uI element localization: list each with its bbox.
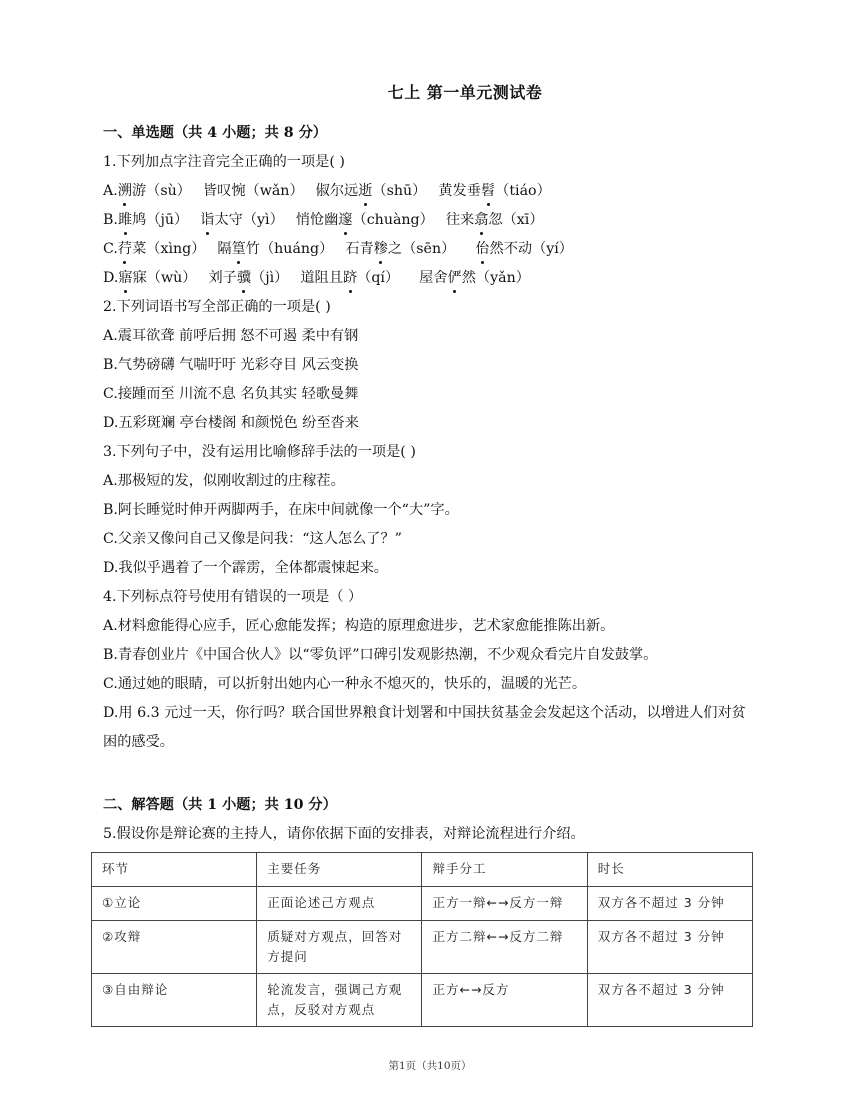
table-cell: 正方一辩←→反方一辩 xyxy=(422,887,587,921)
emphasis-char: 俨 xyxy=(447,270,462,286)
question-3-option-c: C.父亲又像问自己又像是问我：“这人怎么了？” xyxy=(103,531,402,547)
table-row xyxy=(92,974,753,1027)
table-cell: ②攻辩 xyxy=(92,921,257,974)
table-cell: ①立论 xyxy=(92,887,257,921)
emphasis-char: 雎 xyxy=(117,212,133,228)
question-4-stem: 4.下列标点符号使用有错误的一项是（ ） xyxy=(103,589,363,605)
table-header-row xyxy=(92,853,753,887)
table-header-cell: 主要任务 xyxy=(257,853,422,887)
debate-schedule-table xyxy=(91,852,753,1027)
emphasis-char: 荇 xyxy=(117,241,133,257)
emphasis-char: 逝 xyxy=(358,183,373,199)
emphasis-char: 翕 xyxy=(474,212,489,228)
emphasis-char: 邃 xyxy=(338,212,353,228)
table-row xyxy=(92,921,753,974)
question-5-stem: 5.假设你是辩论赛的主持人，请你依据下面的安排表，对辩论流程进行介绍。 xyxy=(103,826,585,842)
question-4-option-a: A.材料愈能得心应手，匠心愈能发挥；构造的原理愈进步，艺术家愈能推陈出新。 xyxy=(103,618,615,634)
table-row xyxy=(92,887,753,921)
page-footer: 第1页（共10页） xyxy=(388,1060,472,1072)
emphasis-char: 糁 xyxy=(373,241,388,257)
section-2-heading: 二、解答题（共 1 小题；共 10 分） xyxy=(103,797,337,813)
emphasis-char: 跻 xyxy=(342,270,358,286)
table-cell: 双方各不超过 3 分钟 xyxy=(587,887,752,921)
question-1-option-a: A.溯游（sù） 皆叹惋（wǎn） 俶尔远逝（shū） 黄发垂髫（tiáo） xyxy=(103,183,551,199)
emphasis-char: 篁 xyxy=(231,241,246,257)
table-header-cell: 时长 xyxy=(587,853,752,887)
question-2-option-c: C.接踵而至 川流不息 名负其实 轻歌曼舞 xyxy=(103,386,359,402)
question-2-option-b: B.气势磅礴 气喘吁吁 光彩夺目 风云变换 xyxy=(103,357,359,373)
question-1-option-d: D.寤寐（wù） 刘子骥（jì） 道阻且跻（qí） 屋舍俨然（yǎn） xyxy=(103,270,530,286)
table-cell: 正面论述己方观点 xyxy=(257,887,422,921)
question-1-stem: 1.下列加点字注音完全正确的一项是( ) xyxy=(103,154,345,170)
table-header-cell: 辩手分工 xyxy=(422,853,587,887)
question-2-stem: 2.下列词语书写全部正确的一项是( ) xyxy=(103,299,331,315)
emphasis-char: 寤 xyxy=(118,270,133,286)
question-3-option-b: B.阿长睡觉时伸开两脚两手，在床中间就像一个“大”字。 xyxy=(103,502,459,518)
table-cell: 正方二辩←→反方二辩 xyxy=(422,921,587,974)
table-cell: ③自由辩论 xyxy=(92,974,257,1027)
question-4-option-b: B.青春创业片《中国合伙人》以“零负评”口碑引发观影热潮，不少观众看完片自发鼓掌。 xyxy=(103,647,658,663)
table-cell: 轮流发言，强调己方观点，反驳对方观点 xyxy=(257,974,422,1027)
emphasis-char: 骥 xyxy=(236,270,252,286)
section-1-heading: 一、单选题（共 4 小题；共 8 分） xyxy=(103,125,327,141)
question-4-option-d: D.用 6.3 元过一天，你行吗？联合国世界粮食计划署和中国扶贫基金会发起这个活动，以增进人们对贫困的感受。 xyxy=(103,705,746,750)
table-cell: 双方各不超过 3 分钟 xyxy=(587,921,752,974)
table-header-cell: 环节 xyxy=(92,853,257,887)
question-1-option-b: B.雎鸠（jū） 诣太守（yì） 悄怆幽邃（chuàng） 往来翕忽（xī） xyxy=(103,212,544,228)
question-4-option-c: C.通过她的眼睛，可以折射出她内心一种永不熄灭的，快乐的，温暖的光芒。 xyxy=(103,676,587,692)
question-3-option-a: A.那极短的发，似刚收割过的庄稼茬。 xyxy=(103,473,345,489)
page-title: 七上 第一单元测试卷 xyxy=(387,83,543,102)
question-3-stem: 3.下列句子中，没有运用比喻修辞手法的一项是( ) xyxy=(103,444,416,460)
table-cell: 双方各不超过 3 分钟 xyxy=(587,974,752,1027)
table-cell: 正方←→反方 xyxy=(422,974,587,1027)
emphasis-char: 溯 xyxy=(117,183,132,199)
question-1-option-c: C.荇菜（xìng） 隔篁竹（huáng） 石青糁之（sēn） 佁然不动（yí） xyxy=(103,241,573,257)
emphasis-char: 佁 xyxy=(475,241,490,257)
emphasis-char: 髫 xyxy=(480,183,496,199)
question-2-option-a: A.震耳欲聋 前呼后拥 怒不可遏 柔中有钢 xyxy=(103,328,359,344)
question-2-option-d: D.五彩斑斓 亭台楼阁 和颜悦色 纷至沓来 xyxy=(103,415,359,431)
table-cell: 质疑对方观点，回答对方提问 xyxy=(257,921,422,974)
question-3-option-d: D.我似乎遇着了一个霹雳，全体都震悚起来。 xyxy=(103,560,388,576)
emphasis-char: 诣 xyxy=(200,212,215,228)
